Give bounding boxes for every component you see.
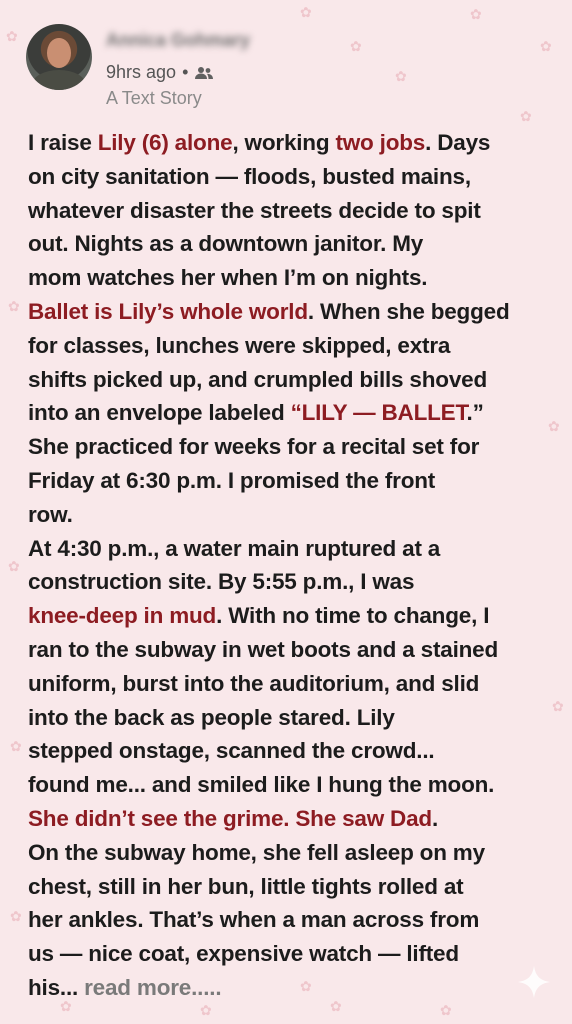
story-line xyxy=(28,430,556,464)
story-text-segment: out. Nights as a downtown janitor. My xyxy=(28,231,424,257)
story-text-segment: On the subway home, she fell asleep on my xyxy=(28,839,485,865)
story-text-segment: found me... and smiled like I hung the moon. xyxy=(28,772,495,798)
highlighted-phrase: knee-deep in mud xyxy=(28,603,217,629)
highlighted-phrase: Ballet is Lily’s whole world xyxy=(28,298,308,324)
story-text-segment: ran to the subway in wet boots and a stained xyxy=(28,636,499,662)
story-line xyxy=(28,633,556,667)
story-text-segment: At 4:30 p.m., a water main ruptured at a xyxy=(28,535,441,561)
flower-icon: ✿ xyxy=(200,1003,212,1019)
post-header xyxy=(26,22,546,112)
story-text-segment: his... xyxy=(28,974,85,1000)
flower-icon: ✿ xyxy=(10,909,22,925)
story-line xyxy=(28,599,556,633)
story-text-segment: . Days xyxy=(425,130,491,155)
story-line xyxy=(28,532,556,566)
sparkle-icon xyxy=(516,964,552,1000)
author-name[interactable]: Annica Gohmary xyxy=(106,30,251,50)
story-text-segment: row. xyxy=(28,501,73,527)
story-line xyxy=(28,363,556,397)
story-line xyxy=(28,836,556,870)
story-text-segment: chest, still in her bun, little tights rolled at xyxy=(28,873,464,899)
story-line xyxy=(28,937,556,971)
flower-icon: ✿ xyxy=(330,999,342,1015)
avatar[interactable] xyxy=(26,24,92,90)
story-line xyxy=(28,194,556,228)
flower-icon: ✿ xyxy=(395,69,407,85)
story-line xyxy=(28,802,556,836)
story-line xyxy=(28,971,556,1005)
post-subtitle: A Text Story xyxy=(106,88,202,108)
story-text-segment: into the back as people stared. Lily xyxy=(28,704,395,730)
story-line xyxy=(28,565,556,599)
flower-icon: ✿ xyxy=(470,7,482,23)
flower-icon: ✿ xyxy=(10,739,22,755)
highlighted-phrase: two jobs xyxy=(335,130,426,155)
flower-icon: ✿ xyxy=(8,299,20,315)
story-line xyxy=(28,768,556,802)
story-line xyxy=(28,464,556,498)
story-line xyxy=(28,498,556,532)
story-text-segment: for classes, lunches were skipped, extra xyxy=(28,332,451,358)
story-line xyxy=(28,903,556,937)
highlighted-phrase: Lily (6) alone xyxy=(97,130,233,155)
flower-icon: ✿ xyxy=(300,5,312,21)
people-icon[interactable] xyxy=(194,65,214,81)
separator: • xyxy=(182,62,189,82)
story-text-segment: her ankles. That’s when a man across from xyxy=(28,907,480,933)
story-line xyxy=(28,295,556,329)
story-text-segment: construction site. By 5:55 p.m., I was xyxy=(28,569,415,595)
story-line xyxy=(28,227,556,261)
story-text-segment: . xyxy=(431,805,439,831)
flower-icon: ✿ xyxy=(8,559,20,575)
story-text-segment: I raise xyxy=(28,130,98,155)
story-text-segment: .” xyxy=(466,400,484,426)
flower-icon: ✿ xyxy=(60,999,72,1015)
story-text-segment: She practiced for weeks for a recital set for xyxy=(28,434,480,460)
story-text-segment: us — nice coat, expensive watch — lifted xyxy=(28,941,459,967)
story-text-segment: . When she begged xyxy=(307,298,510,324)
story-text-segment: stepped onstage, scanned the crowd... xyxy=(28,738,435,764)
story-text-segment: . With no time to change, I xyxy=(216,603,490,629)
story-text-segment: shifts picked up, and crumpled bills shoved xyxy=(28,366,487,392)
story-text-segment: , working xyxy=(232,130,336,155)
story-line xyxy=(28,734,556,768)
story-text xyxy=(28,126,556,1005)
story-text-segment: mom watches her when I’m on nights. xyxy=(28,265,428,291)
highlighted-phrase: She didn’t see the grime. She saw Dad xyxy=(28,805,432,831)
flower-icon: ✿ xyxy=(6,29,18,45)
flower-icon: ✿ xyxy=(540,39,552,55)
flower-icon: ✿ xyxy=(350,39,362,55)
story-line xyxy=(28,870,556,904)
read-more-link[interactable]: read more..... xyxy=(84,974,222,1000)
flower-icon: ✿ xyxy=(300,979,312,995)
story-line xyxy=(28,160,556,194)
story-text-segment: into an envelope labeled xyxy=(28,400,291,426)
flower-icon: ✿ xyxy=(520,109,532,125)
story-text-segment: Friday at 6:30 p.m. I promised the front xyxy=(28,467,436,493)
flower-icon: ✿ xyxy=(548,419,560,435)
story-line xyxy=(28,126,556,160)
story-line xyxy=(28,261,556,295)
post-meta xyxy=(106,62,214,83)
flower-icon: ✿ xyxy=(552,699,564,715)
story-line xyxy=(28,329,556,363)
flower-icon: ✿ xyxy=(440,1003,452,1019)
story-text-segment: uniform, burst into the auditorium, and slid xyxy=(28,670,480,696)
story-text-segment: on city sanitation — floods, busted mains, xyxy=(28,163,471,189)
story-line xyxy=(28,396,556,430)
highlighted-phrase: “LILY — BALLET xyxy=(290,400,467,426)
story-line xyxy=(28,701,556,735)
story-line xyxy=(28,667,556,701)
story-text-segment: whatever disaster the streets decide to spit xyxy=(28,197,481,223)
timestamp[interactable]: 9hrs ago xyxy=(106,62,177,82)
